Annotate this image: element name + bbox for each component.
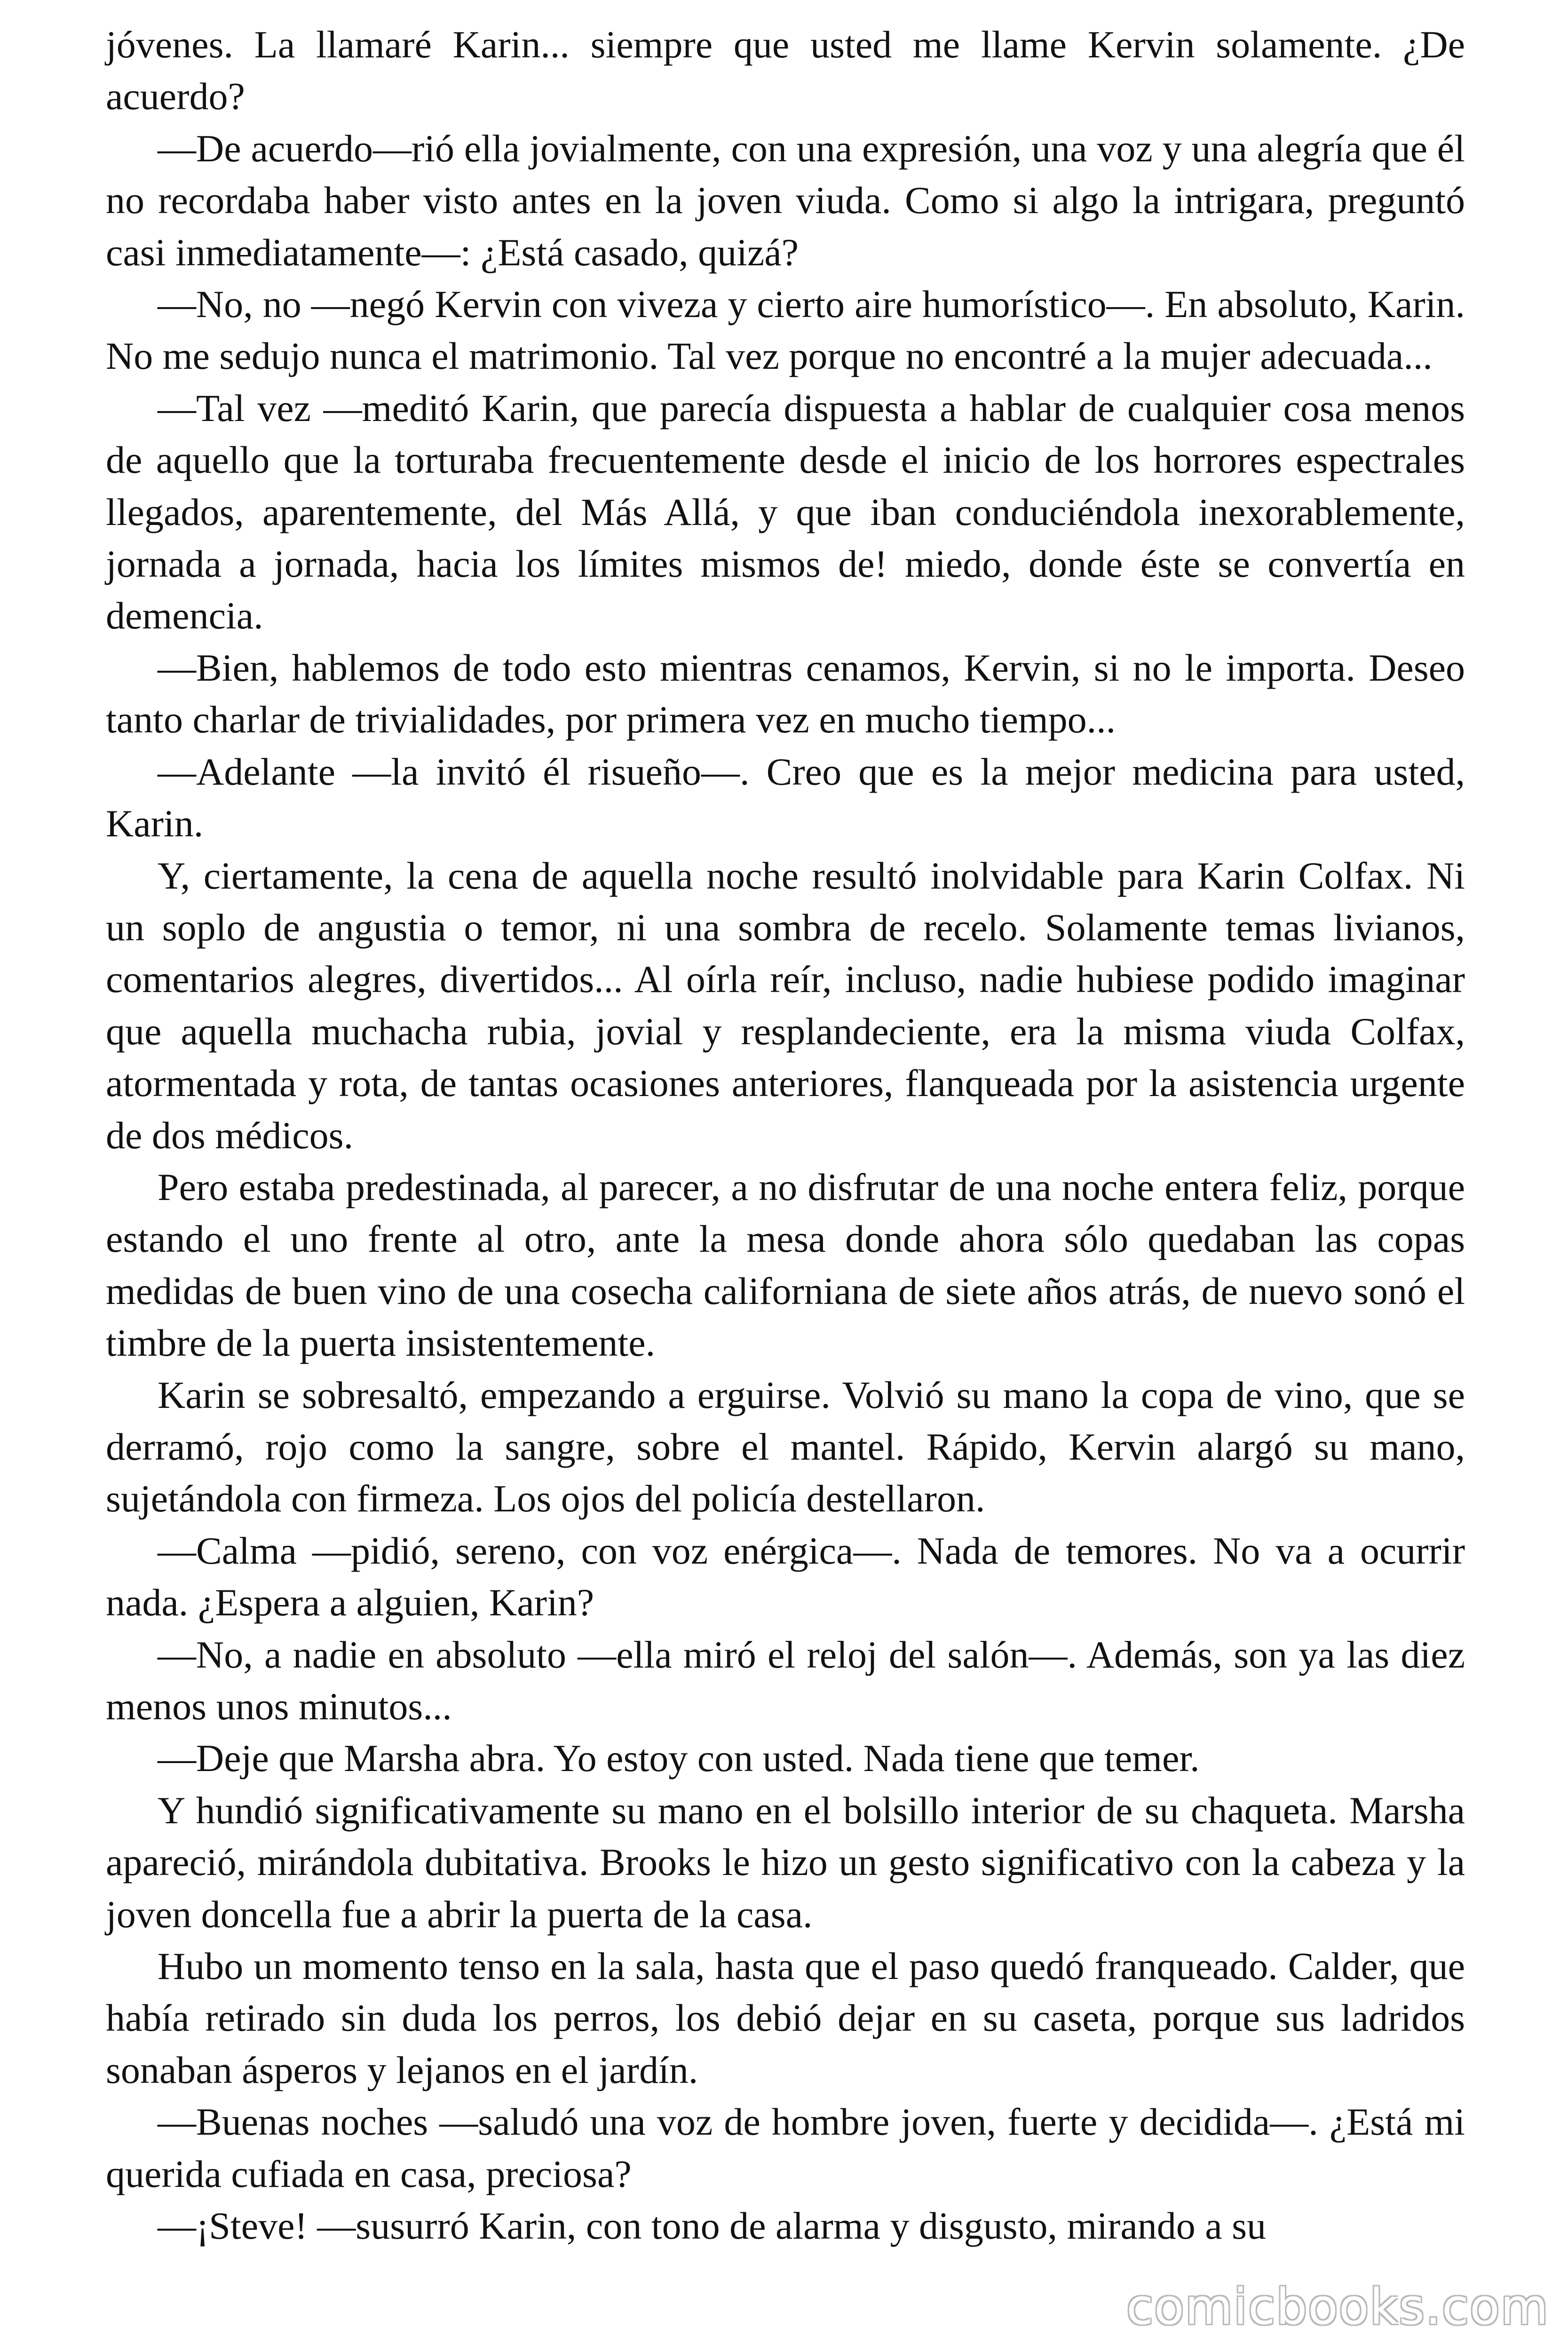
paragraph: Pero estaba predestinada, al parecer, a no disfrutar de una noche entera feliz, porque estando el uno frente al otro, ante la mesa donde ahora sólo quedaban las copas medidas de buen vino de una cosecha californiana de siete años atrás, de nuevo sonó el timbre de la puerta insistentemente. [106,1165,1465,1365]
paragraph: —No, no —negó Kervin con viveza y cierto aire humorístico—. En absoluto, Karin. No me sedujo nunca el matrimonio. Tal vez porque no encontré a la mujer adecuada... [106,283,1465,378]
paragraph: —¡Steve! —susurró Karin, con tono de alarma y disgusto, mirando a su [158,2204,1267,2248]
paragraph: —De acuerdo—rió ella jovialmente, con una expresión, una voz y una alegría que él no recordaba haber visto antes en la joven viuda. Como si algo la intrigara, preguntó casi inmediatamente—: ¿Está casado, quizá? [106,127,1465,274]
paragraph: —Deje que Marsha abra. Yo estoy con usted. Nada tiene que temer. [158,1737,1200,1780]
paragraph: —Buenas noches —saludó una voz de hombre joven, fuerte y decidida—. ¿Está mi querida cufiada en casa, preciosa? [106,2100,1465,2195]
paragraph: Y hundió significativamente su mano en el bolsillo interior de su chaqueta. Marsha apareció, mirándola dubitativa. Brooks le hizo un gesto significativo con la cabeza y la joven doncella fue a abrir la puerta de la casa. [106,1788,1465,1936]
paragraph: Hubo un momento tenso en la sala, hasta que el paso quedó franqueado. Calder, que había retirado sin duda los perros, los debió dejar en su caseta, porque sus ladridos sonaban ásperos y lejanos en el jardín. [106,1945,1465,2091]
paragraph: —Tal vez —meditó Karin, que parecía dispuesta a hablar de cualquier cosa menos de aquello que la torturaba frecuentemente desde el inicio de los horrores espectrales llegados, aparentemente, del Más Allá, y que iban conduciéndola inexorablemente, jornada a jornada, hacia los límites mismos de! miedo, donde éste se convertía en demencia. [106,386,1465,637]
paragraph: —No, a nadie en absoluto —ella miró el reloj del salón—. Además, son ya las diez menos unos minutos... [106,1633,1465,1728]
paragraph: —Bien, hablemos de todo esto mientras cenamos, Kervin, si no le importa. Deseo tanto charlar de trivialidades, por primera vez en mucho tiempo... [106,646,1465,741]
paragraph: jóvenes. La llamaré Karin... siempre que usted me llame Kervin solamente. ¿De acuerdo? [106,23,1465,118]
paragraph: —Adelante —la invitó él risueño—. Creo que es la mejor medicina para usted, Karin. [106,750,1465,845]
paragraph: —Calma —pidió, sereno, con voz enérgica—. Nada de temores. No va a ocurrir nada. ¿Espera a alguien, Karin? [106,1529,1465,1624]
paragraph: Karin se sobresaltó, empezando a erguirse. Volvió su mano la copa de vino, que se derramó, rojo como la sangre, sobre el mantel. Rápido, Kervin alargó su mano, sujetándola con firmeza. Los ojos del policía destellaron. [106,1373,1465,1520]
book-page-text [106,19,1465,2252]
watermark: comicbooks.com [1126,2278,1549,2336]
paragraph: Y, ciertamente, la cena de aquella noche resultó inolvidable para Karin Colfax. Ni un soplo de angustia o temor, ni una sombra de recelo. Solamente temas livianos, comentarios alegres, divertidos... Al oírla reír, incluso, nadie hubiese podido imaginar que aquella muchacha rubia, jovial y resplandeciente, era la misma viuda Colfax, atormentada y rota, de tantas ocasiones anteriores, flanqueada por la asistencia urgente de dos médicos. [106,854,1465,1157]
